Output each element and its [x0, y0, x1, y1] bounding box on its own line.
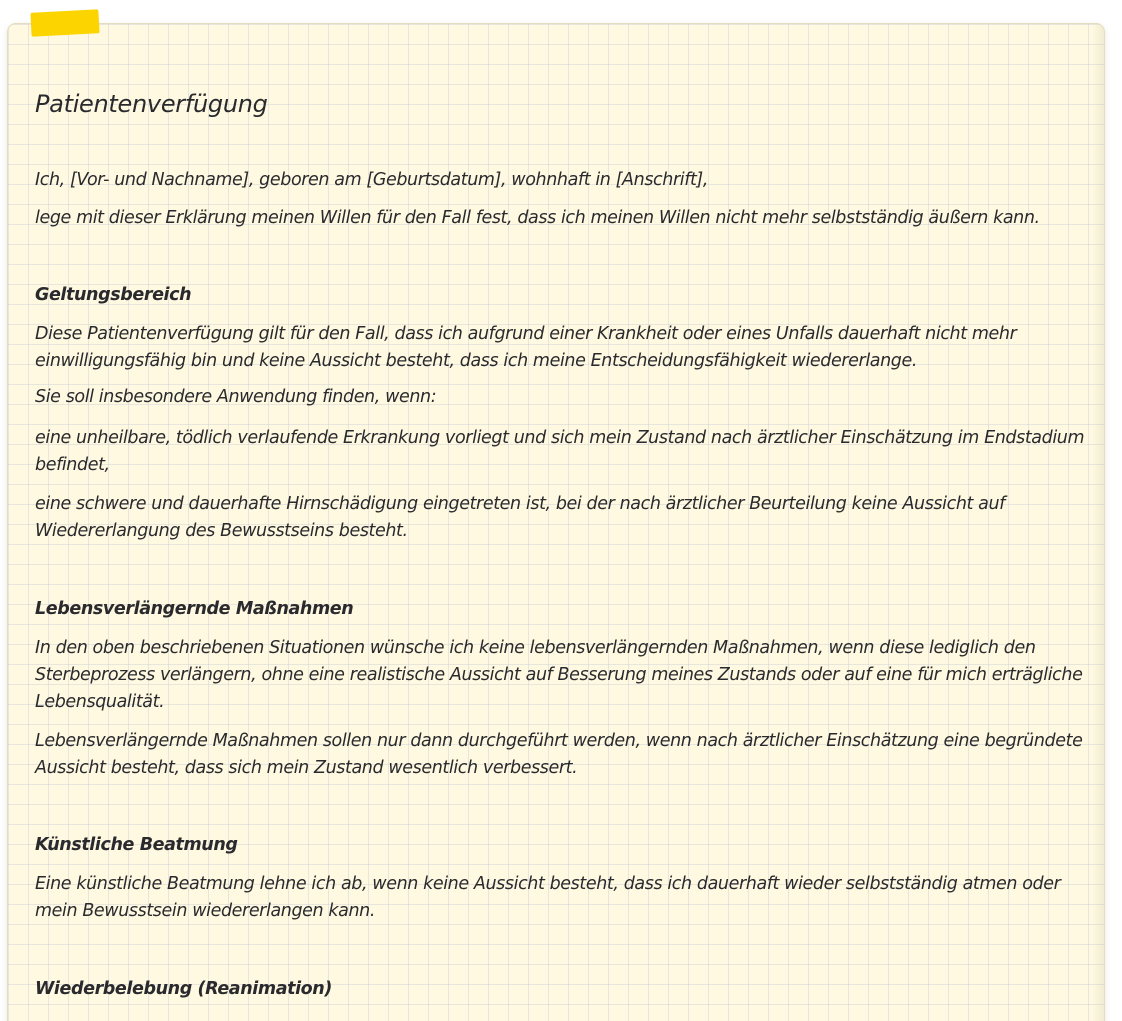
section-heading-geltungsbereich: Geltungsbereich	[35, 285, 192, 305]
section-paragraph: Lebensverlängernde Maßnahmen sollen nur dann durchgeführt werden, wenn nach ärztlicher Einschätzung eine begründete Aussicht besteht, dass sich mein Zustand wesentlich verbessert.	[35, 731, 1083, 778]
section-heading-wiederbelebung: Wiederbelebung (Reanimation)	[35, 979, 332, 999]
intro-line-2: lege mit dieser Erklärung meinen Willen für den Fall fest, dass ich meinen Willen nicht mehr selbstständig äußern kann.	[35, 208, 1040, 228]
tape-decoration	[30, 9, 99, 37]
section-heading-kuenstliche-beatmung: Künstliche Beatmung	[35, 835, 238, 855]
section-paragraph: Sie soll insbesondere Anwendung finden, wenn:	[35, 387, 437, 407]
section-paragraph: eine unheilbare, tödlich verlaufende Erkrankung vorliegt und sich mein Zustand nach ärztlicher Einschätzung im Endstadium befindet,	[35, 428, 1085, 475]
section-paragraph: Diese Patientenverfügung gilt für den Fall, dass ich aufgrund einer Krankheit oder eines Unfalls dauerhaft nicht mehr einwilligungsfähig bin und keine Aussicht besteht, dass ich meine Entscheidungsfähigkeit wiedererlange.	[35, 324, 1017, 371]
document-card	[8, 24, 1104, 1021]
section-paragraph: In den oben beschriebenen Situationen wünsche ich keine lebensverlängernden Maßnahmen, wenn diese lediglich den Sterbeprozess verlängern, ohne eine realistische Aussicht auf Besserung meines Zustands oder auf eine für mich erträgliche Lebensqualität.	[35, 638, 1083, 712]
section-heading-lebensverlaengernde-massnahmen: Lebensverlängernde Maßnahmen	[35, 599, 354, 619]
intro-line-1: Ich, [Vor- und Nachname], geboren am [Geburtsdatum], wohnhaft in [Anschrift],	[35, 170, 709, 190]
section-paragraph: Eine künstliche Beatmung lehne ich ab, wenn keine Aussicht besteht, dass ich dauerhaft wieder selbstständig atmen oder mein Bewusstsein wiedererlangen kann.	[35, 874, 1061, 921]
document-title: Patientenverfügung	[35, 90, 268, 118]
section-paragraph: eine schwere und dauerhafte Hirnschädigung eingetreten ist, bei der nach ärztlicher Beurteilung keine Aussicht auf Wiedererlangung des Bewusstseins besteht.	[35, 494, 1005, 541]
